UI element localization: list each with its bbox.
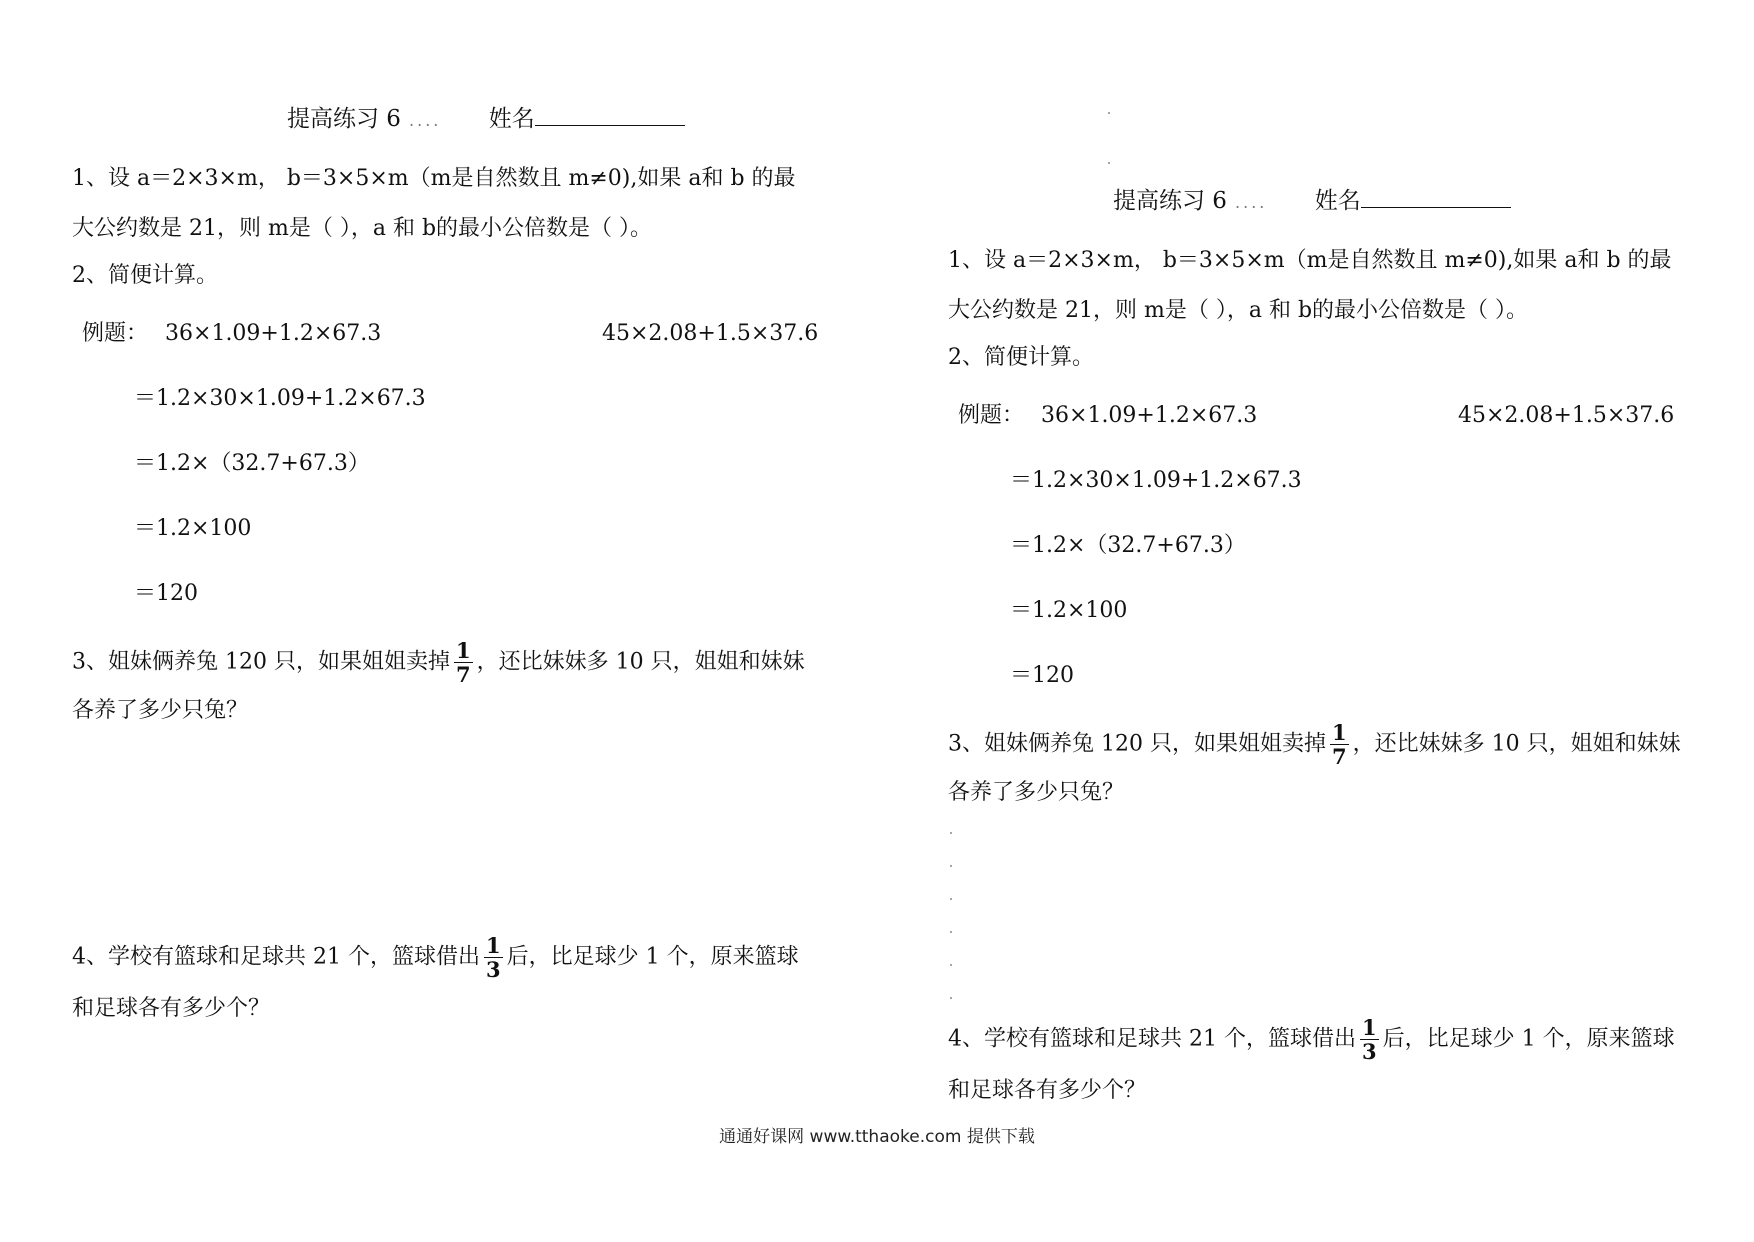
q4-fraction: $\frac{1}{3}$ [1361, 1015, 1377, 1064]
q4-line2: 和足球各有多少个？ [72, 996, 271, 1021]
name-label: 姓名 [1314, 188, 1361, 214]
scan-dot [950, 898, 952, 900]
q3-line2: 各养了多少只兔？ [72, 698, 249, 723]
step-1: ＝1.2×30×1.09+1.2×67.3 [1010, 468, 1302, 493]
second-expression: 45×2.08+1.5×37.6 [602, 321, 819, 346]
q1-line1: 1、设 a＝2×3×m， b＝3×5×m（m是自然数且 m≠0),如果 a和 b 的最 [72, 166, 796, 191]
step-2: ＝1.2×（32.7+67.3） [1010, 533, 1246, 558]
q3-fraction: $\frac{1}{7}$ [1331, 720, 1347, 769]
name-blank [1361, 189, 1511, 208]
example-label: 例题： [958, 403, 1025, 428]
worksheet-left [72, 0, 852, 1160]
step-1: ＝1.2×30×1.09+1.2×67.3 [134, 386, 426, 411]
q4-line1: 4、学校有篮球和足球共 21 个，篮球借出 $\frac{1}{3}$ 后，比足球少 1 个，原来篮球 [72, 933, 799, 982]
name-label: 姓名 [488, 106, 535, 132]
q4-line1: 4、学校有篮球和足球共 21 个，篮球借出 $\frac{1}{3}$ 后，比足球少 1 个，原来篮球 [948, 1015, 1675, 1064]
example-line [958, 405, 1257, 427]
q2-heading: 2、简便计算。 [948, 345, 1094, 370]
scan-dot [950, 832, 952, 834]
step-2: ＝1.2×（32.7+67.3） [134, 451, 370, 476]
q4-fraction: $\frac{1}{3}$ [485, 933, 501, 982]
title-text: 提高练习 6 [1113, 188, 1227, 214]
title-text: 提高练习 6 [287, 106, 401, 132]
example-label: 例题： [82, 321, 149, 346]
step-3: ＝1.2×100 [134, 516, 252, 541]
name-blank [535, 107, 685, 126]
q3-line2: 各养了多少只兔？ [948, 780, 1125, 805]
q2-heading: 2、简便计算。 [72, 263, 218, 288]
step-3: ＝1.2×100 [1010, 598, 1128, 623]
scan-dot [1108, 162, 1110, 164]
example-expression: 36×1.09+1.2×67.3 [165, 321, 382, 346]
q1-line2: 大公约数是 21，则 m是（ ），a 和 b的最小公倍数是（ ）。 [72, 216, 653, 241]
q4-line2: 和足球各有多少个？ [948, 1078, 1147, 1103]
worksheet-right [948, 82, 1728, 1242]
q3-line1: 3、姐妹俩养兔 120 只，如果姐姐卖掉 $\frac{1}{7}$ ，还比妹妹多 10 只，姐姐和妹妹 [72, 638, 805, 687]
worksheet-title: 提高练习 6 .... 姓名 [287, 100, 685, 133]
scan-dot [1108, 112, 1110, 114]
q1-line2: 大公约数是 21，则 m是（ ），a 和 b的最小公倍数是（ ）。 [948, 298, 1529, 323]
q3-fraction: $\frac{1}{7}$ [455, 638, 471, 687]
scan-dot [950, 997, 952, 999]
example-line [82, 323, 381, 345]
q1-line1: 1、设 a＝2×3×m， b＝3×5×m（m是自然数且 m≠0),如果 a和 b 的最 [948, 248, 1672, 273]
q3-line1: 3、姐妹俩养兔 120 只，如果姐姐卖掉 $\frac{1}{7}$ ，还比妹妹多 10 只，姐姐和妹妹 [948, 720, 1681, 769]
scan-dot [950, 964, 952, 966]
scan-dot [950, 865, 952, 867]
second-expression: 45×2.08+1.5×37.6 [1458, 403, 1675, 428]
scan-dot [950, 931, 952, 933]
step-4: ＝120 [1010, 663, 1074, 688]
footer-source: 通通好课网 www.tthaoke.com 提供下载 [719, 1127, 1035, 1147]
example-expression: 36×1.09+1.2×67.3 [1041, 403, 1258, 428]
step-4: ＝120 [134, 581, 198, 606]
worksheet-title: 提高练习 6 .... 姓名 [1113, 182, 1511, 215]
